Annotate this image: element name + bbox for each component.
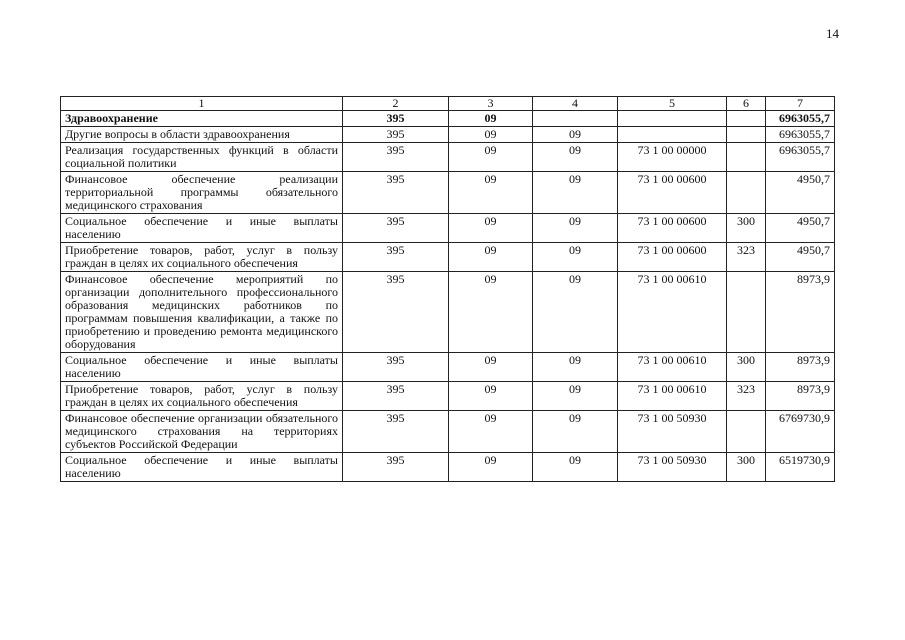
cell-name: Социальное обеспечение и иные выплаты населению (61, 214, 343, 243)
cell-subsection-code: 09 (533, 353, 618, 382)
cell-section-code: 09 (449, 111, 533, 127)
cell-amount: 8973,9 (766, 382, 835, 411)
cell-subsection-code: 09 (533, 272, 618, 353)
cell-amount: 6963055,7 (766, 111, 835, 127)
cell-name: Финансовое обеспечение мероприятий по организации дополнительного профессионального образования медицинских работников по программам повышения квалификации, а также по приобретению и проведению ремонта медицинского оборудования (61, 272, 343, 353)
column-header: 4 (533, 97, 618, 111)
table-row (61, 172, 835, 214)
cell-ministry-code: 395 (343, 172, 449, 214)
cell-amount: 6963055,7 (766, 143, 835, 172)
table-row (61, 353, 835, 382)
cell-subsection-code: 09 (533, 143, 618, 172)
cell-expense-type: 300 (727, 353, 766, 382)
cell-name: Финансовое обеспечение реализации территориальной программы обязательного медицинского страхования (61, 172, 343, 214)
cell-name: Финансовое обеспечение организации обязательного медицинского страхования на территориях субъектов Российской Федерации (61, 411, 343, 453)
table-body (61, 111, 835, 482)
cell-ministry-code: 395 (343, 111, 449, 127)
cell-section-code: 09 (449, 243, 533, 272)
cell-ministry-code: 395 (343, 272, 449, 353)
cell-ministry-code: 395 (343, 243, 449, 272)
cell-expense-type: 300 (727, 453, 766, 482)
cell-amount: 6963055,7 (766, 127, 835, 143)
cell-target-article: 73 1 00 00000 (618, 143, 727, 172)
table-row (61, 243, 835, 272)
cell-section-code: 09 (449, 411, 533, 453)
cell-target-article (618, 111, 727, 127)
cell-expense-type (727, 143, 766, 172)
cell-section-code: 09 (449, 214, 533, 243)
cell-subsection-code: 09 (533, 453, 618, 482)
cell-target-article: 73 1 00 00610 (618, 353, 727, 382)
cell-amount: 4950,7 (766, 214, 835, 243)
cell-target-article: 73 1 00 00610 (618, 382, 727, 411)
cell-amount: 4950,7 (766, 172, 835, 214)
cell-subsection-code (533, 111, 618, 127)
cell-expense-type: 323 (727, 382, 766, 411)
cell-expense-type (727, 272, 766, 353)
cell-ministry-code: 395 (343, 453, 449, 482)
table-row (61, 143, 835, 172)
cell-amount: 4950,7 (766, 243, 835, 272)
cell-section-code: 09 (449, 127, 533, 143)
cell-subsection-code: 09 (533, 411, 618, 453)
cell-target-article: 73 1 00 00600 (618, 172, 727, 214)
cell-ministry-code: 395 (343, 353, 449, 382)
cell-target-article: 73 1 00 00610 (618, 272, 727, 353)
cell-ministry-code: 395 (343, 411, 449, 453)
cell-subsection-code: 09 (533, 243, 618, 272)
column-header: 6 (727, 97, 766, 111)
table-row (61, 453, 835, 482)
cell-expense-type (727, 127, 766, 143)
cell-ministry-code: 395 (343, 127, 449, 143)
budget-table (60, 96, 835, 482)
cell-subsection-code: 09 (533, 214, 618, 243)
cell-expense-type (727, 411, 766, 453)
cell-target-article: 73 1 00 00600 (618, 214, 727, 243)
cell-target-article: 73 1 00 50930 (618, 453, 727, 482)
cell-amount: 8973,9 (766, 353, 835, 382)
table-row (61, 411, 835, 453)
cell-name: Социальное обеспечение и иные выплаты населению (61, 353, 343, 382)
page-number: 14 (826, 26, 839, 41)
cell-amount: 8973,9 (766, 272, 835, 353)
column-header: 7 (766, 97, 835, 111)
cell-name: Социальное обеспечение и иные выплаты населению (61, 453, 343, 482)
column-header: 1 (61, 97, 343, 111)
table-row (61, 382, 835, 411)
cell-target-article (618, 127, 727, 143)
column-number-row (61, 97, 835, 111)
cell-name: Приобретение товаров, работ, услуг в пользу граждан в целях их социального обеспечения (61, 243, 343, 272)
table-row (61, 127, 835, 143)
cell-name: Приобретение товаров, работ, услуг в пользу граждан в целях их социального обеспечения (61, 382, 343, 411)
cell-ministry-code: 395 (343, 143, 449, 172)
table-row (61, 214, 835, 243)
cell-subsection-code: 09 (533, 172, 618, 214)
cell-expense-type (727, 111, 766, 127)
cell-ministry-code: 395 (343, 382, 449, 411)
cell-amount: 6519730,9 (766, 453, 835, 482)
cell-section-code: 09 (449, 453, 533, 482)
column-header: 2 (343, 97, 449, 111)
cell-section-code: 09 (449, 353, 533, 382)
cell-expense-type: 323 (727, 243, 766, 272)
cell-expense-type: 300 (727, 214, 766, 243)
table-row (61, 111, 835, 127)
cell-section-code: 09 (449, 382, 533, 411)
cell-target-article: 73 1 00 50930 (618, 411, 727, 453)
cell-section-code: 09 (449, 143, 533, 172)
cell-amount: 6769730,9 (766, 411, 835, 453)
cell-name: Другие вопросы в области здравоохранения (61, 127, 343, 143)
column-header: 5 (618, 97, 727, 111)
cell-target-article: 73 1 00 00600 (618, 243, 727, 272)
cell-name: Реализация государственных функций в области социальной политики (61, 143, 343, 172)
cell-section-code: 09 (449, 172, 533, 214)
cell-name: Здравоохранение (61, 111, 343, 127)
cell-subsection-code: 09 (533, 382, 618, 411)
cell-expense-type (727, 172, 766, 214)
column-header: 3 (449, 97, 533, 111)
cell-ministry-code: 395 (343, 214, 449, 243)
cell-subsection-code: 09 (533, 127, 618, 143)
cell-section-code: 09 (449, 272, 533, 353)
table-row (61, 272, 835, 353)
